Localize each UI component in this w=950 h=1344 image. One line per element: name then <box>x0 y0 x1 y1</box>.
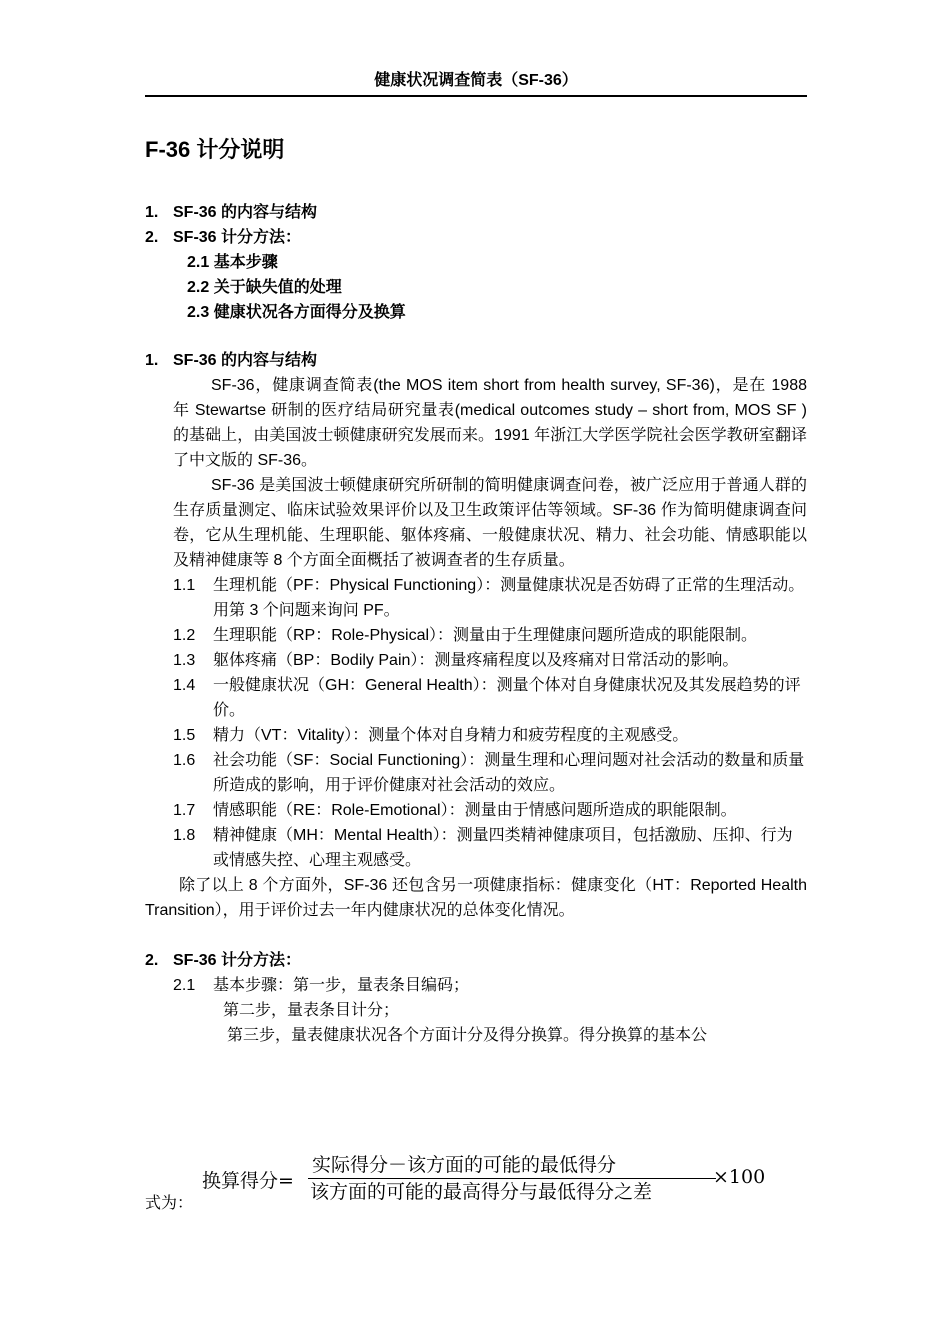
list-item-number: 2.1 <box>173 977 196 994</box>
list-item <box>145 823 807 873</box>
list-item <box>145 673 807 723</box>
toc-subitem: 2.1 基本步骤 <box>187 254 278 271</box>
step-line: 第三步，量表健康状况各个方面计分及得分换算。得分换算的基本公 <box>227 1027 708 1044</box>
list-item-number: 1.2 <box>173 627 196 644</box>
list-item-number: 1.3 <box>173 652 196 669</box>
score-formula <box>145 1152 807 1212</box>
table-of-contents <box>145 200 807 325</box>
toc-item-number: 2. <box>145 229 159 246</box>
list-item <box>145 573 807 623</box>
list-item-text: 生理机能（PF：Physical Functioning）：测量健康状况是否妨碍了正常的生理活动。用第 3 个问题来询问 PF。 <box>213 577 805 619</box>
list-item-number: 1.8 <box>173 827 196 844</box>
toc-item <box>145 200 807 225</box>
section-number: 1. <box>145 352 159 369</box>
list-item <box>145 648 807 673</box>
section-heading-text: SF-36 的内容与结构 <box>173 352 318 369</box>
list-item <box>145 973 807 998</box>
section-heading <box>145 348 807 373</box>
formula-fraction <box>308 1152 716 1205</box>
formula-lhs: 换算得分= <box>202 1170 294 1192</box>
list-item <box>145 798 807 823</box>
list-item-text: 社会功能（SF：Social Functioning）：测量生理和心理问题对社会活动的数量和质量所造成的影响，用于评价健康对社会活动的效应。 <box>213 752 805 794</box>
section-heading-text: SF-36 计分方法： <box>173 952 302 969</box>
section-heading <box>145 948 807 973</box>
list-item-number: 1.6 <box>173 752 196 769</box>
list-item-number: 1.4 <box>173 677 196 694</box>
list-item-text: 一般健康状况（GH：General Health）：测量个体对自身健康状况及其发展趋势的评价。 <box>213 677 801 719</box>
document-title: F-36 计分说明 <box>145 137 285 162</box>
page-header: 健康状况调查简表（SF-36） <box>145 70 807 97</box>
list-item-text: 生理职能（RP：Role-Physical）：测量由于生理健康问题所造成的职能限制。 <box>213 627 758 644</box>
toc-item <box>145 225 807 250</box>
formula-denominator: 该方面的可能的最高得分与最低得分之差 <box>310 1181 653 1203</box>
list-item-number: 1.7 <box>173 802 196 819</box>
formula-multiplier: ×100 <box>713 1166 766 1188</box>
list-item <box>145 748 807 798</box>
formula-numerator: 实际得分－该方面的可能的最低得分 <box>308 1152 716 1179</box>
toc-item-text: SF-36 计分方法： <box>173 229 302 246</box>
list-item-text: 情感职能（RE：Role-Emotional）：测量由于情感问题所造成的职能限制。 <box>213 802 737 819</box>
list-item-text: 躯体疼痛（BP：Bodily Pain）：测量疼痛程度以及疼痛对日常活动的影响。 <box>213 652 739 669</box>
toc-subitem: 2.2 关于缺失值的处理 <box>187 279 342 296</box>
toc-item-text: SF-36 的内容与结构 <box>173 204 318 221</box>
toc-item-number: 1. <box>145 204 159 221</box>
list-item-number: 1.5 <box>173 727 196 744</box>
step-line: 第二步，量表条目计分； <box>223 1002 400 1019</box>
list-item-text: 精力（VT：Vitality）：测量个体对自身精力和疲劳程度的主观感受。 <box>213 727 689 744</box>
list-item-text: 精神健康（MH：Mental Health）：测量四类精神健康项目，包括激励、压抑、行为或情感失控、心理主观感受。 <box>213 827 793 869</box>
paragraph: 除了以上 8 个方面外，SF-36 还包含另一项健康指标：健康变化（HT：Reported Health Transition），用于评价过去一年内健康状况的总体变化情况。 <box>145 877 807 919</box>
list-item-text: 基本步骤：第一步，量表条目编码； <box>213 977 470 994</box>
formula-label: 式为： <box>145 1195 194 1212</box>
list-item-number: 1.1 <box>173 577 196 594</box>
paragraph: SF-36，健康调查简表(the MOS item short from health survey, SF-36)，是在 1988 年 Stewartse 研制的医疗结局研究量表(medical outcomes study – short from, MOS SF )的基础上，由美国波士顿健康研究发展而来。1991 年浙江大学医学院社会医学教研室翻译了中文版的 SF-36。 <box>173 377 807 469</box>
list-item <box>145 623 807 648</box>
list-item <box>145 723 807 748</box>
document-body <box>145 348 807 1048</box>
toc-subitem: 2.3 健康状况各方面得分及换算 <box>187 304 406 321</box>
paragraph: SF-36 是美国波士顿健康研究所研制的简明健康调查问卷，被广泛应用于普通人群的生存质量测定、临床试验效果评价以及卫生政策评估等领域。SF-36 作为简明健康调查问卷，它从生理机能、生理职能、躯体疼痛、一般健康状况、精力、社会功能、情感职能以及精神健康等 8 个方面全面概括了被调查者的生存质量。 <box>173 477 807 569</box>
section-number: 2. <box>145 952 159 969</box>
